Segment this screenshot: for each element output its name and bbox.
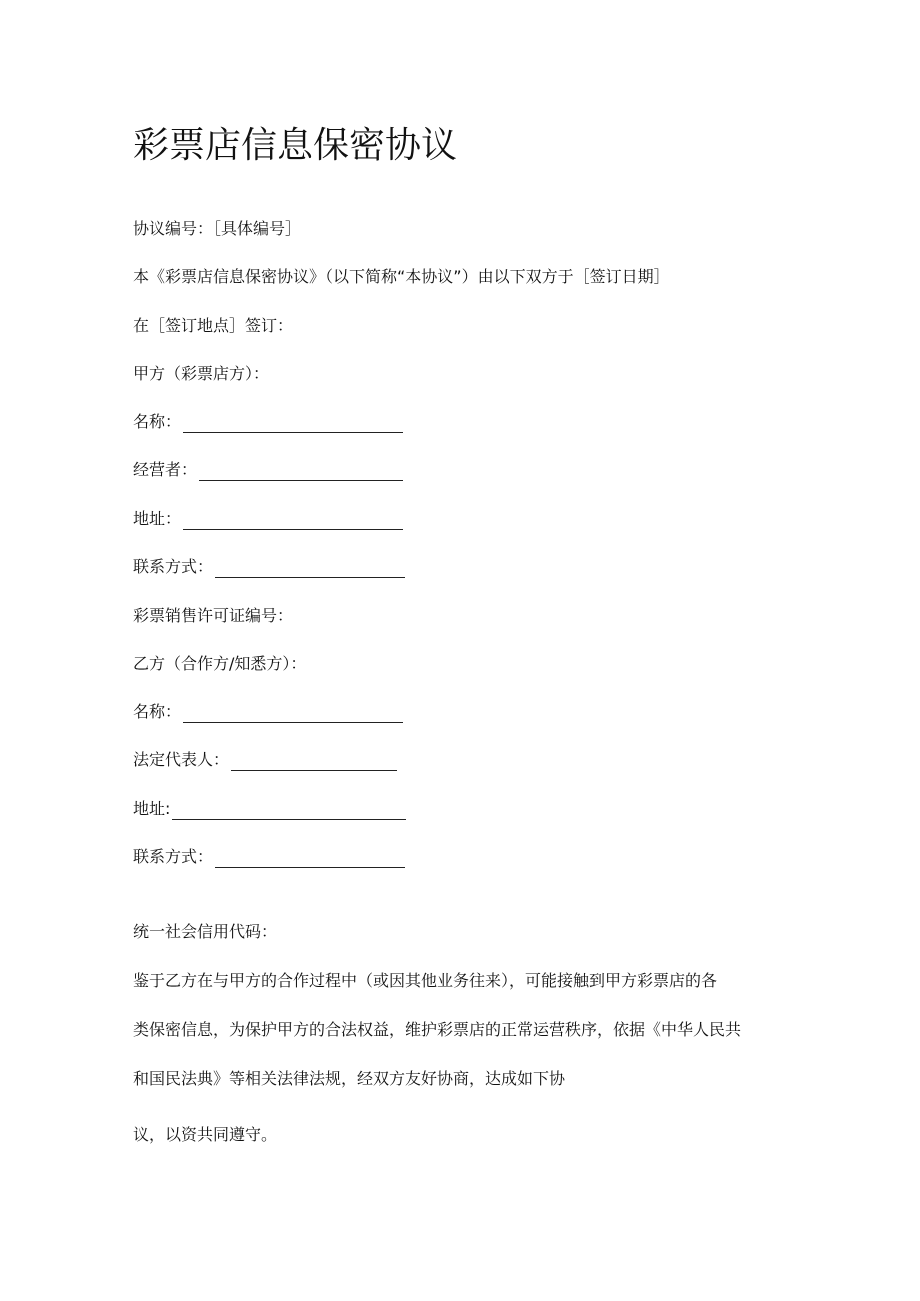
- fill-in-blank: [215, 851, 405, 868]
- party-b-contact-field: [133, 846, 405, 868]
- party-b-credit-code-field: 统一社会信用代码：: [133, 922, 278, 941]
- intro-line-2: 在［签订地点］签订：: [133, 316, 294, 335]
- fill-in-blank: [199, 464, 403, 481]
- party-a-contact-field: [133, 556, 405, 578]
- document-title: 彩票店信息保密协议: [133, 125, 458, 166]
- party-b-address-field: [133, 798, 406, 820]
- field-label: 经营者：: [133, 460, 198, 479]
- field-label: 地址：: [133, 509, 182, 528]
- field-label: 法定代表人：: [133, 750, 230, 769]
- fill-in-blank: [215, 561, 405, 578]
- preamble-line: 类保密信息，为保护甲方的合法权益，维护彩票店的正常运营秩序，依据《中华人民共: [133, 1020, 742, 1039]
- fill-in-blank: [183, 416, 403, 433]
- party-b-name-field: [133, 701, 403, 723]
- party-a-name-field: [133, 411, 403, 433]
- field-label: 地址:: [133, 799, 171, 818]
- intro-line-1: 本《彩票店信息保密协议》（以下简称“本协议”）由以下双方于［签订日期］: [133, 267, 670, 286]
- party-a-address-field: [133, 508, 403, 530]
- field-label: 联系方式：: [133, 557, 214, 576]
- party-b-legal-rep-field: [133, 749, 397, 771]
- preamble-line: 和国民法典》等相关法律法规，经双方友好协商，达成如下协: [133, 1069, 566, 1088]
- fill-in-blank: [183, 706, 403, 723]
- field-label: 名称：: [133, 702, 182, 721]
- preamble-line: 鉴于乙方在与甲方的合作过程中（或因其他业务往来），可能接触到甲方彩票店的各: [133, 971, 718, 990]
- preamble-line: 议，以资共同遵守。: [133, 1125, 278, 1144]
- party-a-operator-field: [133, 459, 403, 481]
- field-label: 名称：: [133, 412, 182, 431]
- agreement-number: 协议编号：［具体编号］: [133, 219, 302, 238]
- party-a-heading: 甲方（彩票店方）：: [133, 364, 270, 383]
- field-label: 联系方式：: [133, 847, 214, 866]
- fill-in-blank: [183, 513, 403, 530]
- fill-in-blank: [231, 754, 397, 771]
- party-b-heading: 乙方（合作方/知悉方）：: [133, 654, 307, 673]
- fill-in-blank: [172, 803, 406, 820]
- party-a-license-field: 彩票销售许可证编号：: [133, 606, 294, 625]
